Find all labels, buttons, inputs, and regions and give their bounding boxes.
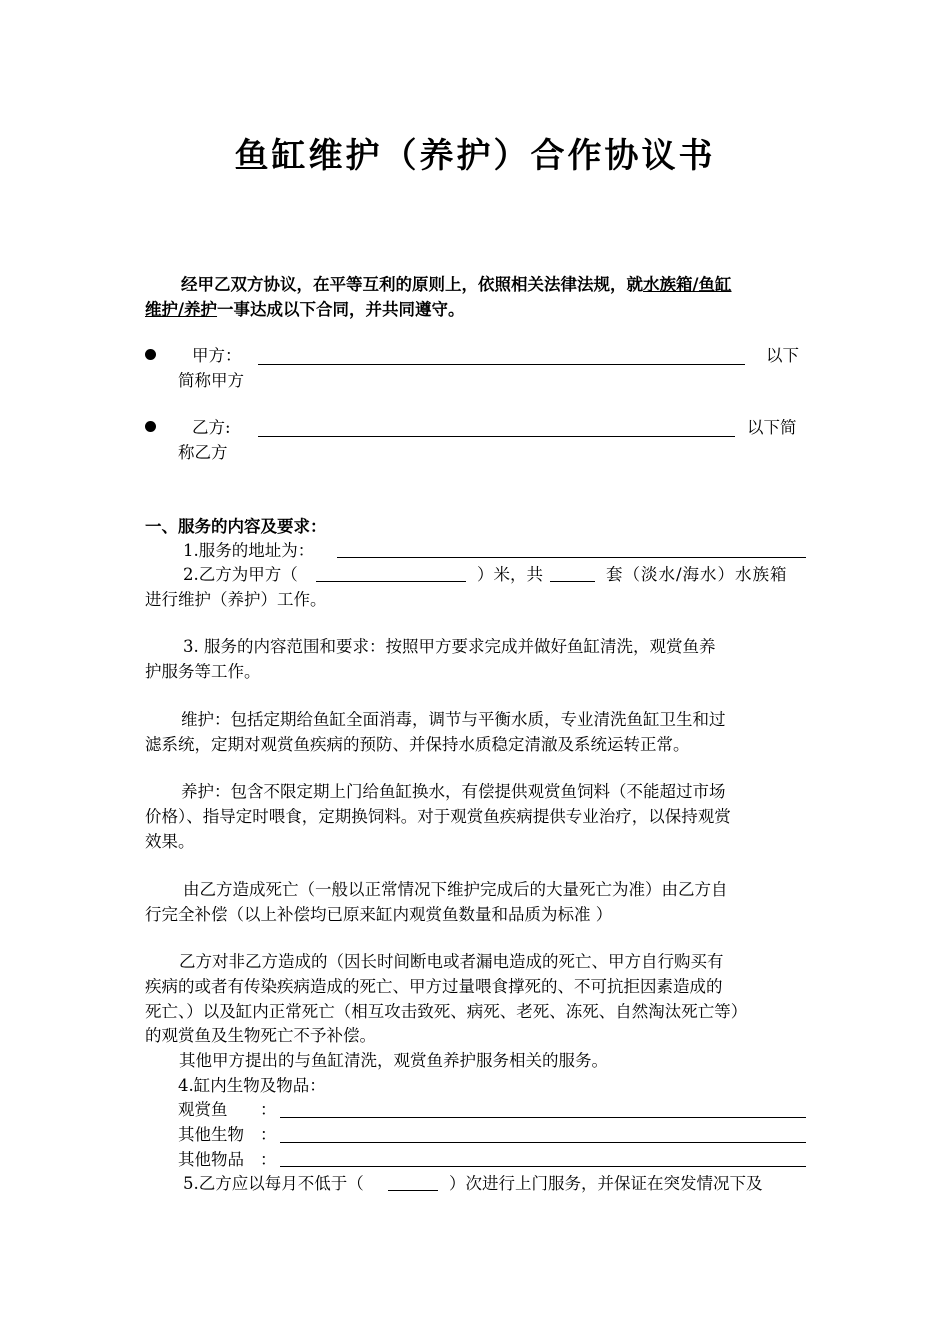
bullet-icon [145,421,156,432]
intro-text-2: 一事达成以下合同，并共同遵守。 [217,300,465,319]
bullet-icon [145,349,156,360]
goods-colon: ： [260,1150,277,1169]
item-2-mid: ）米，共 [477,565,543,584]
party-a-suffix-2: 简称甲方 [178,371,244,390]
section-heading: 一、服务的内容及要求： [145,517,327,536]
death-line-2: 行完全补偿（以上补偿均已原来缸内观赏鱼数量和品质为标准 ） [145,905,613,924]
count-field[interactable] [550,581,595,582]
intro-line-2 [145,298,465,322]
care-line-1: 养护：包含不限定期上门给鱼缸换水，有偿提供观赏鱼饲料（不能超过市场 [181,782,726,801]
item-5-label: 5.乙方应以每月不低于（ [183,1174,364,1193]
care-line-3: 效果。 [145,832,195,851]
intro-text: 经甲乙双方协议，在平等互利的原则上，依照相关法律法规，就 [181,275,643,294]
item-3-line-1: 3. 服务的内容范围和要求：按照甲方要求完成并做好鱼缸清洗，观赏鱼养 [183,637,716,656]
care-line-2: 价格）、指导定时喂食，定期换饲料。对于观赏鱼疾病提供专业治疗，以保持观赏 [145,807,731,826]
fish-label: 观赏鱼 [178,1100,228,1119]
party-b-field[interactable] [258,436,735,437]
exclusion-line-3: 死亡、）以及缸内正常死亡（相互攻击致死、病死、老死、冻死、自然淘汰死亡等） [145,1002,748,1021]
item-4-label: 4.缸内生物及物品： [178,1076,326,1095]
party-a-field[interactable] [258,364,745,365]
item-2-line-2: 进行维护（养护）工作。 [145,590,327,609]
goods-field[interactable] [280,1166,806,1167]
creatures-colon: ： [260,1125,277,1144]
party-a-suffix: 以下 [766,346,799,365]
visits-field[interactable] [388,1190,438,1191]
exclusion-line-1: 乙方对非乙方造成的（因长时间断电或者漏电造成的死亡、甲方自行购买有 [179,952,724,971]
fish-colon: ： [260,1100,277,1119]
fish-field[interactable] [280,1117,806,1118]
item-5-end: ）次进行上门服务，并保证在突发情况下及 [449,1174,763,1193]
intro-subject: 水族箱/鱼缸 [643,275,732,294]
party-b-label: 乙方: [192,418,231,437]
maintenance-line-2: 滤系统，定期对观赏鱼疾病的预防、并保持水质稳定清澈及系统运转正常。 [145,735,690,754]
intro-subject-2: 维护/养护 [145,300,218,319]
party-a-label: 甲方： [192,346,242,365]
service-address-field[interactable] [337,557,806,558]
maintenance-line-1: 维护：包括定期给鱼缸全面消毒，调节与平衡水质，专业清洗鱼缸卫生和过 [181,710,726,729]
death-line-1: 由乙方造成死亡（一般以正常情况下维护完成后的大量死亡为准）由乙方自 [183,880,728,899]
size-field[interactable] [316,581,466,582]
item-2-label: 2.乙方为甲方（ [183,565,298,584]
other-services: 其他甲方提出的与鱼缸清洗，观赏鱼养护服务相关的服务。 [179,1051,608,1070]
party-b-suffix-2: 称乙方 [178,443,228,462]
creatures-field[interactable] [280,1142,806,1143]
item-1-label: 1.服务的地址为： [183,541,315,560]
party-b-suffix: 以下简 [747,418,797,437]
item-2-end: 套（淡水/海水）水族箱 [606,565,788,584]
exclusion-line-2: 疾病的或者有传染疾病造成的死亡、甲方过量喂食撑死的、不可抗拒因素造成的 [145,977,723,996]
exclusion-line-4: 的观赏鱼及生物死亡不予补偿。 [145,1026,376,1045]
creatures-label: 其他生物 [178,1125,244,1144]
goods-label: 其他物品 [178,1150,244,1169]
item-3-line-2: 护服务等工作。 [145,662,261,681]
document-title: 鱼缸维护（养护）合作协议书 [234,136,716,176]
intro-line-1 [181,273,732,297]
